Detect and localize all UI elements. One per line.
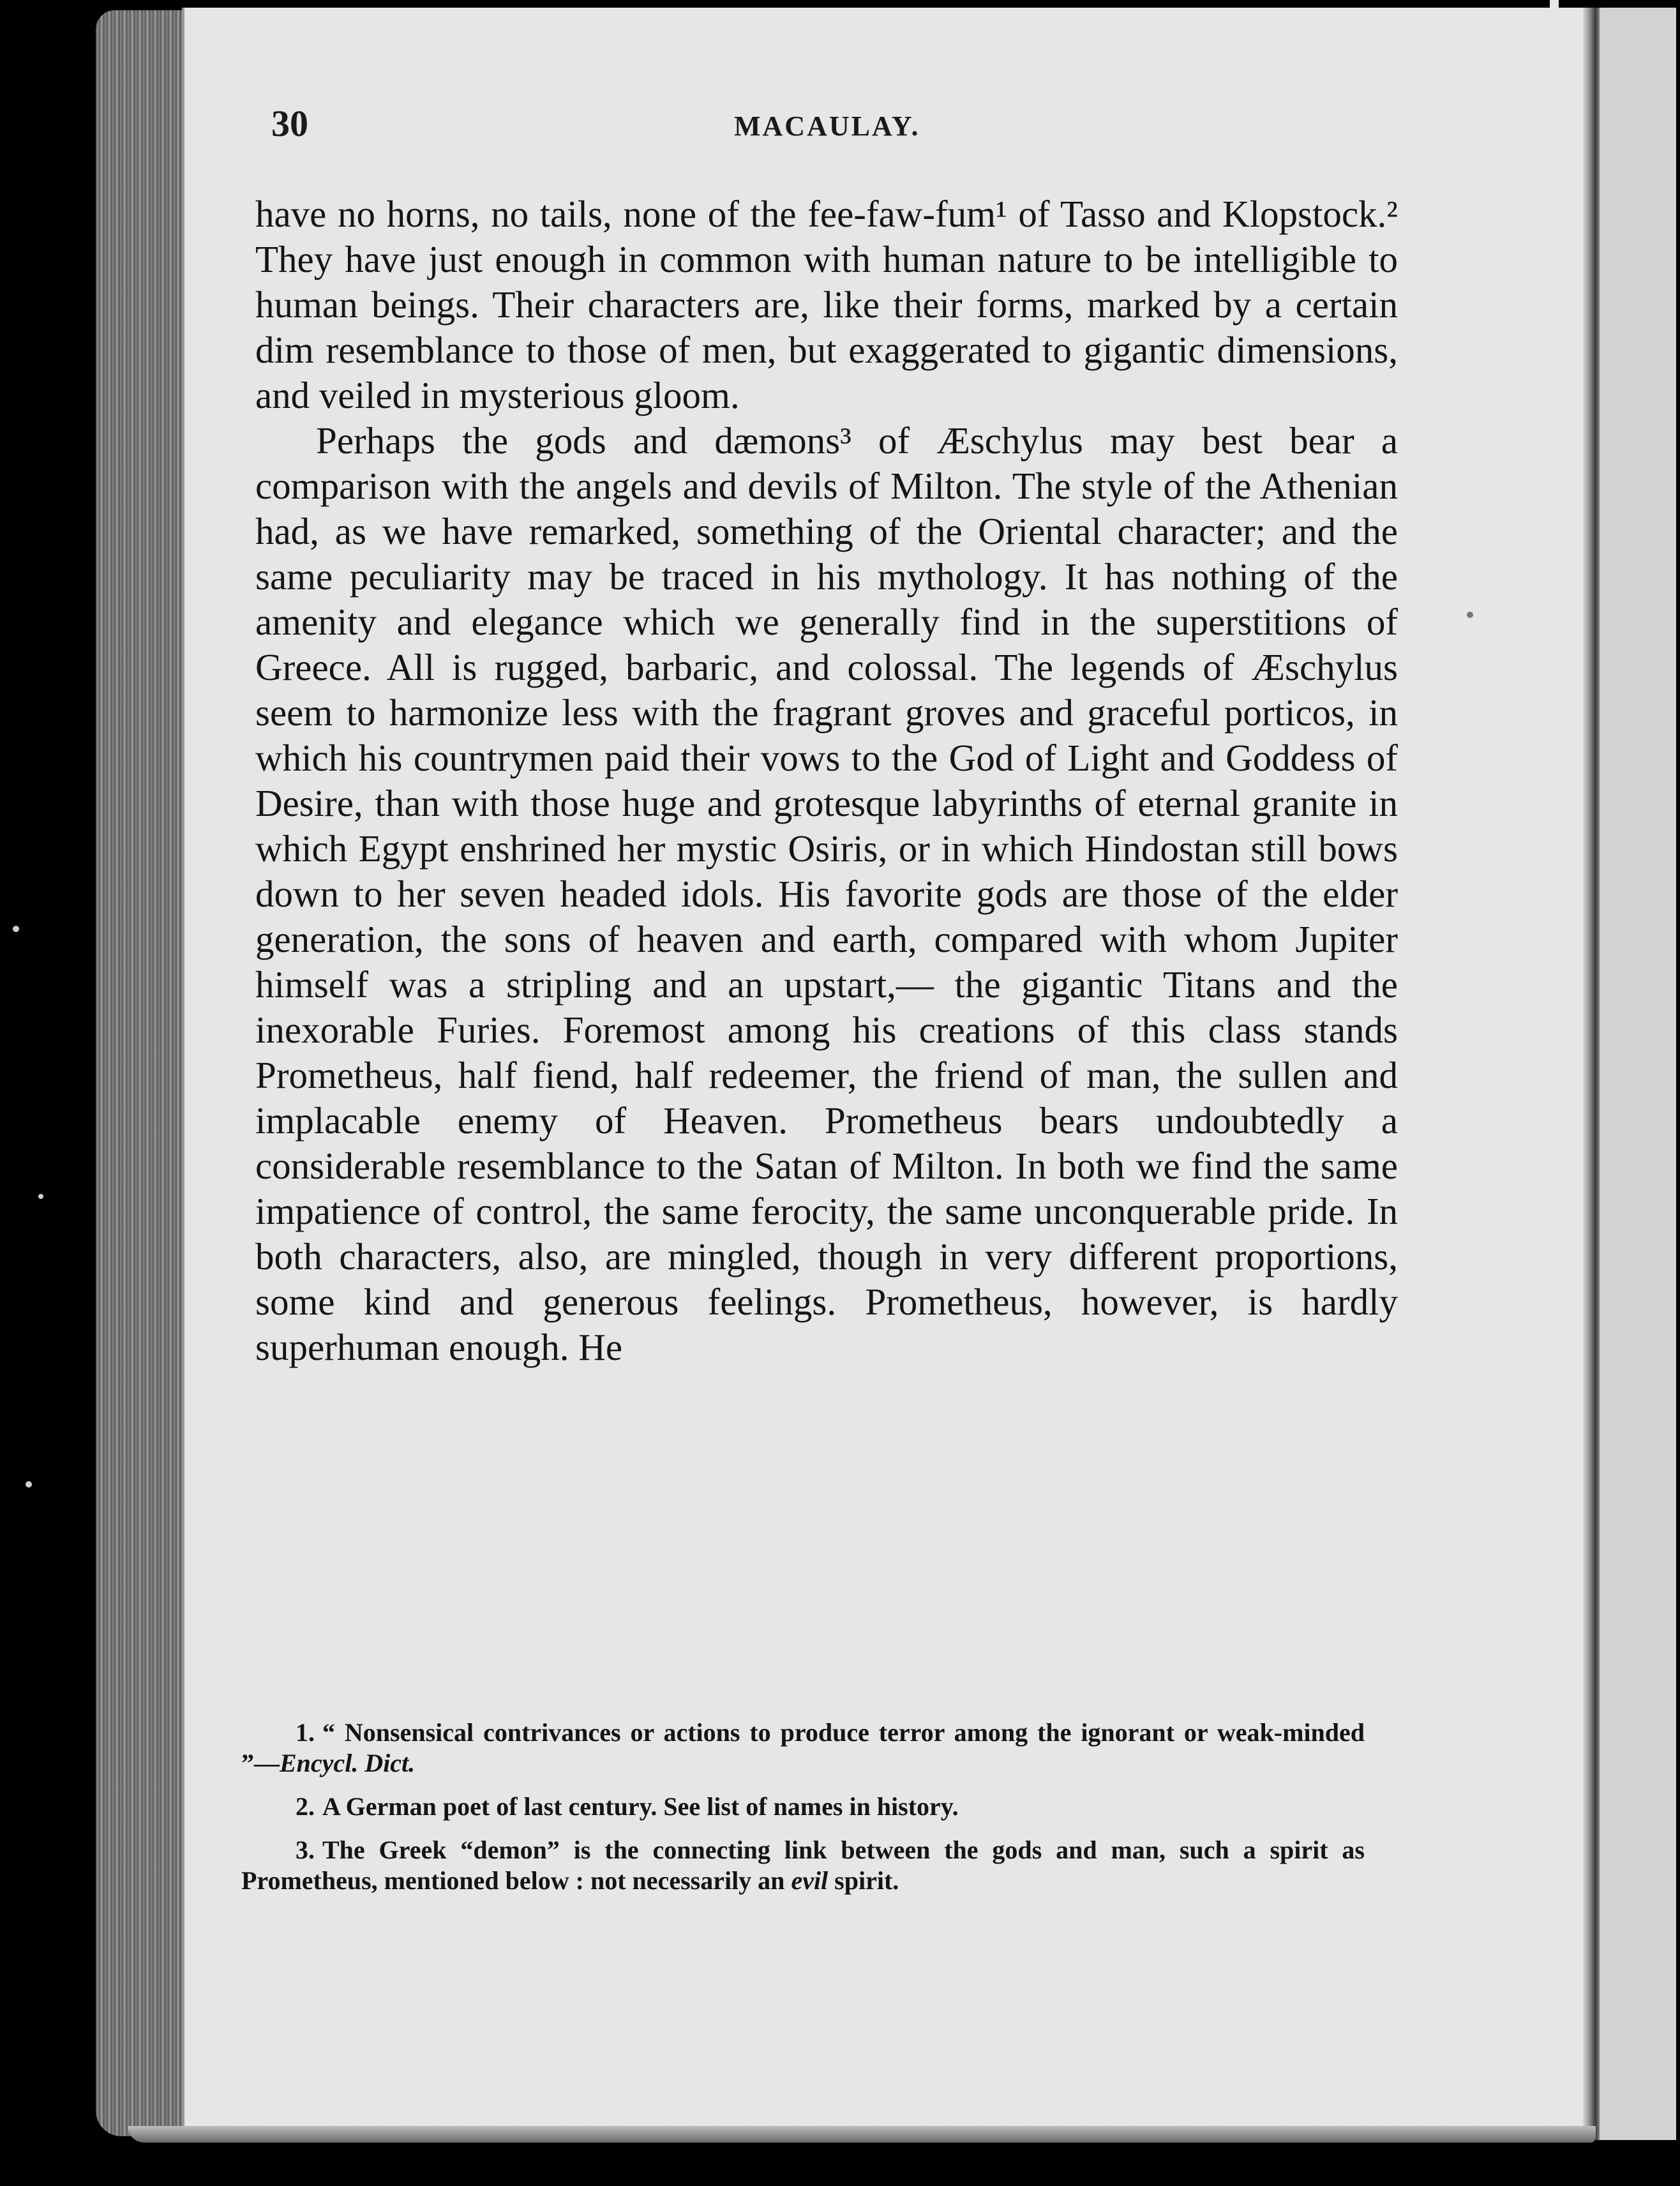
footnotes — [241, 1717, 1365, 1909]
footnote-label: 2. — [296, 1792, 315, 1821]
page-number: 30 — [271, 103, 308, 144]
footnote-citation: Encycl. Dict. — [280, 1749, 416, 1777]
footnote-text: A German poet of last century. See list of names in history. — [322, 1792, 959, 1821]
running-head: MACAULAY. — [734, 110, 920, 142]
page-header — [271, 102, 1395, 153]
footnote-label: 3. — [296, 1835, 315, 1864]
footnote-1 — [241, 1717, 1365, 1779]
scan-speck — [13, 926, 19, 932]
scan-speck — [26, 1481, 32, 1488]
scan-speck — [38, 1194, 43, 1199]
book-page-edges — [96, 10, 191, 2136]
footnote-2 — [241, 1791, 1365, 1822]
book-bottom-edge — [128, 2126, 1596, 2143]
footnote-emphasis: evil — [791, 1866, 829, 1895]
footnote-text: The Greek “demon” is the connecting link between the gods and man, such a spirit as Prometheus, mentioned below : not necessarily an — [241, 1835, 1365, 1895]
paragraph-continued: have no horns, no tails, none of the fee-faw-fum¹ of Tasso and Klopstock.² They have just enough in common with human nature to be intelligible to human beings. Their characters are, like their forms, marked by a certain dim resemblance to those of men, but exaggerated to gigantic dimensions, and veiled in mysterious gloom. — [255, 193, 1398, 416]
footnote-tail: spirit. — [834, 1866, 899, 1895]
footnote-3 — [241, 1835, 1365, 1896]
scan-speck — [1467, 612, 1473, 618]
scan-mark — [1550, 0, 1559, 22]
paragraph: Perhaps the gods and dæmons³ of Æschylus may best bear a comparison with the angels and devils of Milton. The style of the Athenian had, as we have remarked, something of the Oriental character; and the same peculiarity may be traced in his mythology. It has nothing of the amenity and elegance which we generally find in the superstitions of Greece. All is rugged, barbaric, and colossal. The legends of Æschylus seem to harmonize less with the fragrant groves and graceful porticos, in which his countrymen paid their vows to the God of Light and Goddess of Desire, than with those huge and grotesque labyrinths of eternal granite in which Egypt enshrined her mystic Osiris, or in which Hindostan still bows down to her seven headed idols. His favorite gods are those of the elder generation, the sons of heaven and earth, compared with whom Jupiter himself was a stripling and an upstart,— the gigantic Titans and the inexorable Furies. Foremost among his creations of this class stands Prometheus, half fiend, half redeemer, the friend of man, the sullen and implacable enemy of Heaven. Prometheus bears undoubtedly a considerable resemblance to the Satan of Milton. In both we find the same impatience of control, the same ferocity, the same unconquerable pride. In both characters, also, are mingled, though in very different proportions, some kind and generous feelings. Prometheus, however, is hardly superhuman enough. He — [255, 419, 1398, 1368]
footnote-label: 1. — [296, 1718, 315, 1747]
footnote-text: “ Nonsensical contrivances or actions to produce terror among the ignorant or weak-minded ”— — [241, 1718, 1365, 1777]
body-text — [255, 192, 1398, 1370]
facing-page-edge — [1600, 8, 1676, 2140]
book-gutter — [1583, 8, 1601, 2140]
